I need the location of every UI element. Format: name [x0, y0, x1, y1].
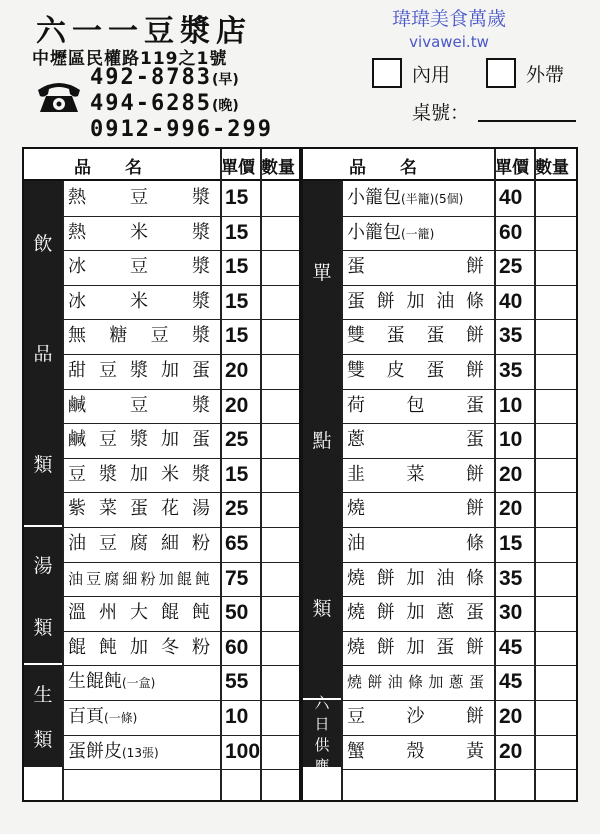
left-menu-row: [62, 250, 299, 286]
quantity-cell[interactable]: [262, 389, 298, 424]
item-price: 60: [225, 635, 249, 659]
left-category-char: 類: [33, 729, 53, 752]
item-price: 15: [225, 324, 249, 348]
item-name-text: 燒餅加蔥蛋: [347, 602, 484, 624]
item-price: 25: [225, 428, 249, 452]
item-price: 35: [499, 324, 523, 348]
item-price: 15: [225, 462, 249, 486]
left-menu-row: [62, 527, 299, 563]
quantity-cell[interactable]: [536, 631, 572, 666]
quantity-cell[interactable]: [536, 492, 572, 527]
quantity-cell[interactable]: [262, 631, 298, 666]
item-name: [347, 216, 484, 251]
quantity-cell[interactable]: [262, 285, 298, 320]
item-price: 15: [225, 220, 249, 244]
quantity-cell[interactable]: [536, 527, 572, 562]
right-category-char: 六: [314, 693, 330, 712]
item-name-text: 生餛飩: [68, 671, 122, 693]
quantity-cell[interactable]: [262, 423, 298, 458]
item-note: (半籠)(5個): [401, 192, 464, 206]
left-menu-row: [62, 665, 299, 701]
right-menu-row: [341, 700, 576, 736]
left-menu-row: [62, 631, 299, 667]
item-name: [347, 181, 484, 216]
quantity-cell[interactable]: [536, 216, 572, 251]
takeout-label: 外帶: [526, 63, 565, 86]
item-name-text: 蛋餅皮: [68, 740, 122, 762]
item-note: (一盒): [122, 676, 156, 691]
right-category-char: 類: [312, 598, 332, 621]
quantity-cell[interactable]: [536, 596, 572, 631]
right-menu-row: [341, 492, 576, 528]
right-category-char: 應: [314, 756, 330, 775]
left-menu-row: [62, 181, 299, 217]
quantity-cell[interactable]: [536, 354, 572, 389]
left-menu-row: [62, 458, 299, 494]
item-name: [68, 389, 210, 424]
menu-column-right: [303, 149, 576, 800]
left-category-char: 生: [33, 684, 53, 707]
left-menu-row: [62, 423, 299, 459]
item-name: [347, 562, 484, 597]
item-price: 35: [499, 359, 523, 382]
item-price: 20: [499, 497, 523, 521]
item-price: 65: [225, 532, 249, 555]
watermark-url: vivawei.tw: [409, 33, 489, 51]
item-name-text: 油豆腐細粉: [68, 533, 210, 554]
item-price: 50: [225, 601, 249, 625]
left-menu-row: [62, 596, 299, 632]
right-menu-row: [341, 665, 576, 701]
quantity-cell[interactable]: [262, 319, 298, 354]
item-name-text: 冰米漿: [68, 290, 210, 312]
item-price: 15: [225, 255, 249, 279]
item-price: 15: [225, 289, 249, 313]
left-category-char: 類: [33, 616, 53, 639]
quantity-cell[interactable]: [262, 458, 298, 493]
shop-address: 中壢區民權路119之1號: [32, 49, 228, 69]
item-name-text: 餛飩加冬粉: [68, 636, 210, 658]
item-name-text: 熱豆漿: [68, 187, 210, 208]
item-name-text: 鹹豆漿: [68, 394, 210, 416]
item-name: [347, 423, 484, 458]
quantity-cell[interactable]: [536, 285, 572, 320]
left-category-char: 品: [33, 343, 53, 366]
telephone-icon: [34, 76, 84, 116]
right-menu-row: [341, 181, 576, 217]
item-name: [347, 596, 484, 631]
left-menu-row: [62, 354, 299, 390]
item-note: (13張): [122, 745, 159, 760]
takeout-checkbox[interactable]: [486, 58, 516, 88]
item-price: 20: [225, 359, 249, 382]
item-name: [68, 492, 210, 527]
left-menu-row: [62, 319, 299, 355]
watermark: [392, 4, 506, 51]
menu-table: [22, 147, 578, 802]
right-menu-row: [341, 631, 576, 667]
item-price: 20: [499, 705, 523, 728]
item-price: 20: [225, 393, 249, 417]
item-name: [347, 319, 484, 354]
item-price: 15: [225, 186, 249, 209]
quantity-cell[interactable]: [536, 735, 572, 770]
right-header-qty: 數量: [535, 158, 569, 178]
item-name: [68, 216, 210, 251]
item-name-text: 蟹殼黃: [347, 740, 484, 762]
quantity-cell[interactable]: [536, 250, 572, 285]
phone-list: [90, 66, 273, 141]
right-menu-row: [341, 285, 576, 321]
item-name: [347, 389, 484, 424]
item-price: 25: [225, 497, 249, 521]
item-price: 15: [499, 532, 523, 555]
item-name-text: 小籠包: [347, 187, 401, 208]
item-price: 45: [499, 670, 523, 694]
item-name-text: 冰豆漿: [68, 256, 210, 278]
left-category-1: [24, 527, 62, 663]
item-name: [68, 631, 210, 666]
shop-name: 六一一豆漿店: [36, 14, 252, 49]
item-name-text: 燒餅油條加蔥蛋: [347, 673, 484, 692]
item-name: [68, 700, 210, 735]
item-price: 20: [499, 462, 523, 486]
item-name-text: 燒餅: [347, 498, 484, 520]
right-category-char: 單: [312, 261, 332, 284]
item-name-text: 荷包蛋: [347, 394, 484, 416]
quantity-cell[interactable]: [262, 250, 298, 285]
item-name: [68, 354, 210, 389]
item-price: 60: [499, 220, 523, 244]
item-name: [347, 631, 484, 666]
quantity-cell[interactable]: [262, 527, 298, 562]
right-menu-row: [341, 458, 576, 494]
item-name: [347, 250, 484, 285]
quantity-cell[interactable]: [262, 492, 298, 527]
right-category-0: [303, 181, 341, 698]
right-header-price: 單價: [495, 158, 529, 178]
item-name-text: 蛋餅: [347, 256, 484, 278]
item-price: 100: [225, 739, 261, 763]
menu-column-left: [24, 149, 299, 800]
item-name-text: 韭菜餅: [347, 463, 484, 485]
item-note: (一條): [104, 711, 138, 725]
dine-in-option[interactable]: [372, 58, 450, 88]
quantity-cell[interactable]: [536, 458, 572, 493]
left-header: [24, 149, 299, 181]
item-name-text: 雙蛋蛋餅: [347, 325, 484, 347]
table-number-field[interactable]: [478, 120, 576, 122]
quantity-cell[interactable]: [262, 700, 298, 735]
item-name: [347, 458, 484, 493]
item-name: [68, 250, 210, 285]
item-name-text: 紫菜蛋花湯: [68, 498, 210, 520]
item-name-text: 蔥蛋: [347, 429, 484, 451]
item-name: [347, 735, 484, 770]
left-category-char: 飲: [33, 232, 53, 255]
left-category-0: [24, 181, 62, 525]
right-menu-row: [341, 596, 576, 632]
item-name-text: 豆漿加米漿: [68, 463, 210, 485]
right-menu-row: [341, 735, 576, 771]
item-note: (一籠): [401, 226, 435, 241]
item-name-text: 燒餅加蛋餅: [347, 636, 484, 658]
dine-in-label: 內用: [412, 63, 451, 86]
right-menu-row: [341, 562, 576, 598]
item-name: [347, 492, 484, 527]
item-name-text: 甜豆漿加蛋: [68, 360, 210, 381]
item-name: [347, 665, 484, 700]
left-menu-row: [62, 492, 299, 528]
quantity-cell[interactable]: [536, 700, 572, 735]
item-price: 40: [499, 186, 523, 209]
takeout-option[interactable]: [486, 58, 564, 88]
right-menu-row: [341, 527, 576, 563]
item-price: 10: [499, 428, 523, 452]
left-menu-row: [62, 216, 299, 252]
table-number-label: 桌號：: [412, 102, 470, 124]
item-name: [68, 181, 210, 216]
item-price: 45: [499, 635, 523, 659]
quantity-cell[interactable]: [262, 735, 298, 770]
left-header-name: 品 名: [74, 158, 142, 178]
left-header-qty: 數量: [261, 158, 295, 178]
watermark-title: 瑋瑋美食萬歲: [392, 8, 507, 30]
item-price: 25: [499, 255, 523, 279]
item-name: [347, 527, 484, 562]
item-price: 55: [225, 670, 249, 694]
right-category-char: 點: [312, 429, 332, 452]
right-menu-row: [341, 216, 576, 252]
right-header-name: 品 名: [349, 158, 417, 178]
left-category-2: [24, 665, 62, 767]
item-name-text: 油豆腐細粉加餛飩: [68, 569, 210, 588]
right-menu-row: [341, 250, 576, 286]
item-price: 40: [499, 289, 523, 313]
item-price: 30: [499, 601, 523, 625]
item-name-text: 蛋餅加油條: [347, 290, 484, 312]
quantity-cell[interactable]: [262, 354, 298, 389]
item-name: [68, 735, 210, 770]
left-menu-row: [62, 700, 299, 736]
dine-in-checkbox[interactable]: [372, 58, 402, 88]
item-name: [347, 700, 484, 735]
left-menu-row: [62, 735, 299, 771]
left-menu-row: [62, 389, 299, 425]
phone-evening: 494-6285(晚): [90, 91, 239, 116]
item-price: 75: [225, 566, 249, 590]
left-category-char: 類: [33, 454, 53, 477]
item-name-text: 溫州大餛飩: [68, 602, 210, 624]
right-category-char: 供: [314, 735, 330, 754]
left-category-char: 湯: [33, 554, 53, 577]
quantity-cell[interactable]: [536, 389, 572, 424]
item-name: [68, 527, 210, 562]
item-name-text: 熱米漿: [68, 221, 210, 243]
item-name: [347, 354, 484, 389]
item-name-text: 小籠包: [347, 221, 401, 243]
item-name: [68, 423, 210, 458]
item-name: [347, 285, 484, 320]
item-name-text: 百頁: [68, 706, 104, 727]
quantity-cell[interactable]: [536, 562, 572, 597]
right-category-1: [303, 693, 341, 775]
right-menu-row: [341, 423, 576, 459]
right-menu-row: [341, 389, 576, 425]
left-menu-row: [62, 285, 299, 321]
item-name: [68, 285, 210, 320]
quantity-cell[interactable]: [262, 562, 298, 597]
item-name-text: 鹹豆漿加蛋: [68, 429, 210, 451]
item-price: 10: [499, 393, 523, 417]
right-menu-row: [341, 319, 576, 355]
phone-morning: 492-8783(早): [90, 65, 239, 90]
item-name-text: 豆沙餅: [347, 706, 484, 727]
item-price: 10: [225, 705, 249, 728]
right-category-char: 日: [314, 714, 330, 733]
left-header-price: 單價: [221, 158, 255, 178]
quantity-cell[interactable]: [536, 181, 572, 216]
quantity-cell[interactable]: [262, 665, 298, 700]
quantity-cell[interactable]: [536, 319, 572, 354]
item-name: [68, 596, 210, 631]
quantity-cell[interactable]: [536, 423, 572, 458]
quantity-cell[interactable]: [536, 665, 572, 700]
item-price: 20: [499, 739, 523, 763]
item-name: [68, 319, 210, 354]
item-name: [68, 665, 210, 700]
quantity-cell[interactable]: [262, 216, 298, 251]
item-name: [68, 458, 210, 493]
item-name-text: 燒餅加油條: [347, 567, 484, 589]
phone-mobile: 0912-996-299: [90, 117, 273, 142]
quantity-cell[interactable]: [262, 181, 298, 216]
right-menu-row: [341, 354, 576, 390]
item-name-text: 油條: [347, 533, 484, 554]
item-name-text: 雙皮蛋餅: [347, 360, 484, 381]
quantity-cell[interactable]: [262, 596, 298, 631]
item-name: [68, 562, 210, 597]
item-price: 35: [499, 566, 523, 590]
left-menu-row: [62, 562, 299, 598]
item-name-text: 無糖豆漿: [68, 325, 210, 347]
